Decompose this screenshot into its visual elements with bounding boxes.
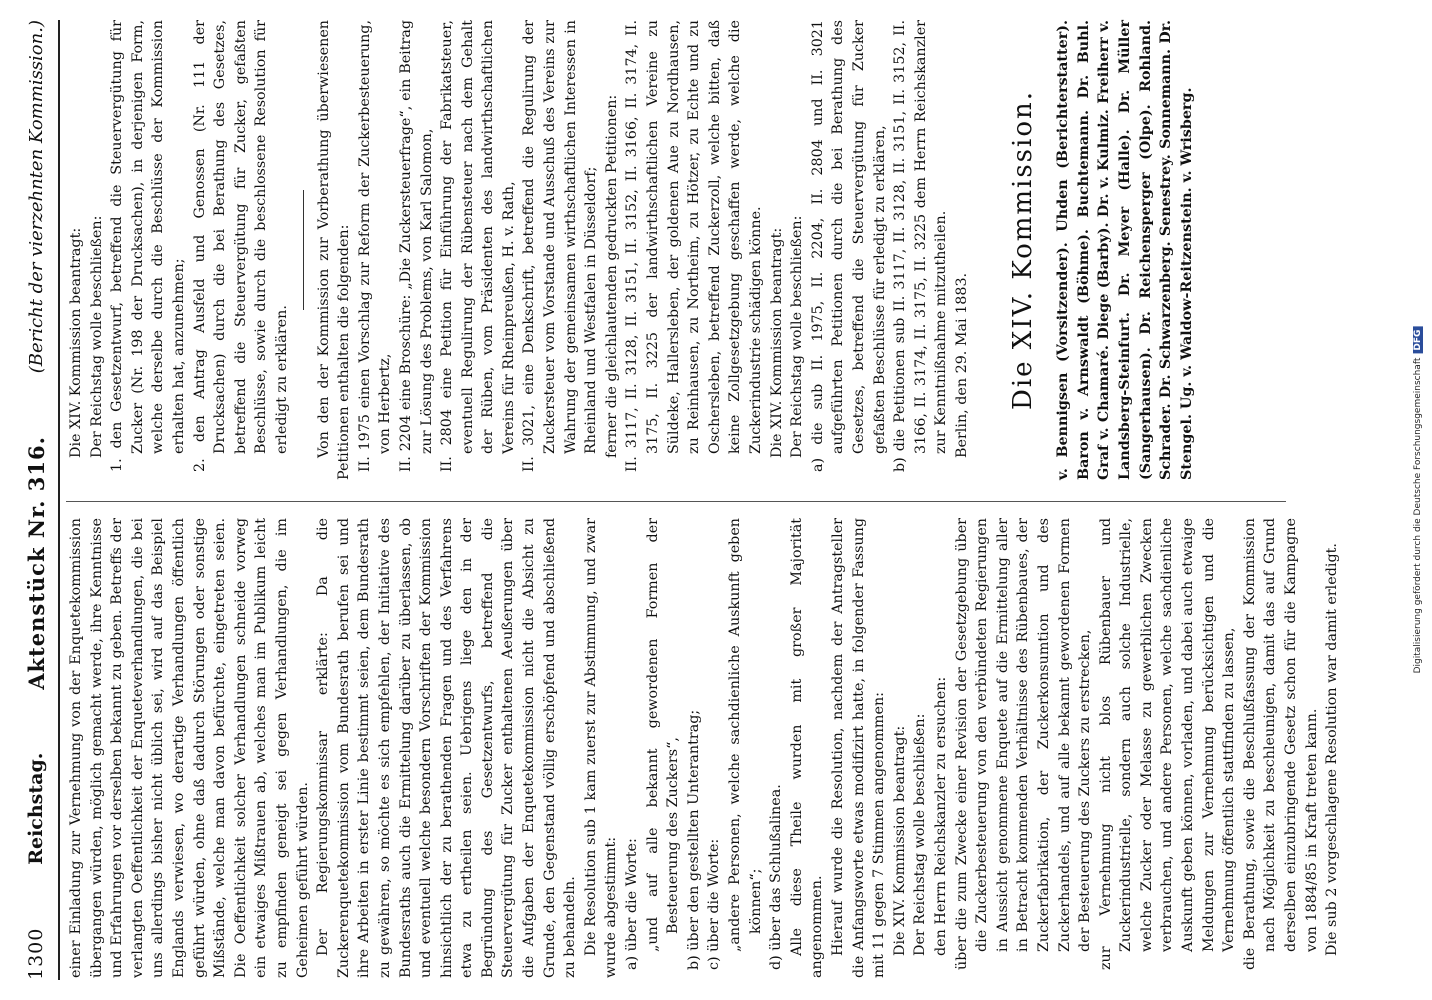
paragraph: II. 1975 einen Vorschlag zur Reform der Zuckerbesteuerung, von Herbertz, [356, 20, 394, 472]
paragraph: c) über die Worte: [706, 838, 723, 970]
paragraph: Die Resolution sub 1 kam zuerst zur Abstimmung, und zwar wurde abgestimmt: [582, 518, 620, 978]
paragraph: II. 3117, II. 3128, II. 3151, II. 3152, II. 3166, II. 3174, II. 3175, II. 3225 der landwirthschaftlichen Vereine zu Süldeke, Hallersleben, der goldenen Aue zu Nordhausen, zu Reinhausen, zu Northeim, zu Hötzer, zu Echte und zu Oschersleben, betreffend Zuckerzoll, welche bitten, daß keine Zollgesetzgebung geschaffen werde, welche die Zuckerindustrie schädigen könne. [624, 20, 764, 472]
paragraph: II. 2204 eine Broschüre: „Die Zuckersteuerfrage“, ein Beitrag zur Lösung des Problems, von Karl Salomon, [397, 20, 435, 472]
page-number: 1300 [25, 927, 47, 980]
paragraph: Berlin, den 29. Mai 1883. [953, 272, 970, 458]
paragraph: a) die sub II. 1975, II. 2204, II. 2804 und II. 3021 aufgeführten Petitionen durch die bei Berathung des Gesetzes, betreffend die Steuervergütung für Zucker gefaßten Beschlüsse für erledigt zu erklären, [809, 20, 888, 472]
paragraph: Der Reichstag wolle beschließen: [88, 215, 105, 458]
paragraph: Die sub 2 vorgeschlagene Resolution war damit erledigt. [1324, 543, 1341, 956]
page-header [14, 20, 60, 980]
paragraph: einer Einladung zur Vernehmung von der Enquetekommission übergangen würden, möglich gemacht werde, ihre Kenntnisse und Erfahrungen vor derselben bekannt zu geben. Betreffs der verlangten Oeffentlichkeit der Enqueteverhandlungen, die bei uns allerdings bisher nicht üblich sei, wird auf das Beispiel Englands verwiesen, wo derartige Verhandlungen öffentlich geführt würden, ohne daß dadurch Störungen oder sonstige Mißstände, welche man davon befürchte, eingetreten seien. Die Oeffentlichkeit solcher Verhandlungen schneide vorweg ein etwaiges Mißtrauen ab, welches man im Publikum leicht zu empfinden geneigt sei gegen Verhandlungen, die im Geheimen geführt würden. [68, 518, 311, 978]
paragraph: zur Vernehmung nicht blos Rübenbauer und Zuckerindustrielle, sondern auch solche Industrielle, welche Zucker oder Melasse zu gewerblichen Zwecken verbrauchen, und andere Personen, welche sachdienliche Auskunft geben können, vorladen, und dabei auch etwaige Meldungen zur Vernehmung berücksichtigen und die Vernehmung öffentlich stattfinden zu lassen, [1097, 518, 1238, 970]
paragraph: Der Regierungskommissar erklärte: Da die Zuckerenquetekommission vom Bundesrath berufen sei und ihre Arbeiten in erster Linie bestimmt seien, dem Bundesrath zu gewähren, so möchte es sich empfehlen, der Initiative des Bundesraths auch die Ermittelung darüber zu überlassen, ob und eventuell welche besondern Vorschriften der Kommission hinsichtlich der zu berathenden Fragen und des Verfahrens etwa zu ertheilen seien. Uebrigens liege den in der Begründung des Gesetzentwurfs, betreffend die Steuervergütung für Zucker enthaltenen Aeußerungen über die Aufgaben der Enquetekommission nicht die Absicht zu Grunde, den Gegenstand völlig erschöpfend und abschließend zu behandeln. [315, 518, 579, 978]
paragraph: ferner die gleichlautenden gedruckten Petitionen: [603, 94, 620, 458]
paragraph: 1. den Gesetzentwurf, betreffend die Steuervergütung für Zucker (Nr. 198 der Drucksachen), in derjenigen Form, welche derselbe durch die Beschlüsse der Kommission erhalten hat, anzunehmen; [109, 20, 187, 472]
paragraph: „andere Personen, welche sachdienliche Auskunft geben können“; [727, 518, 764, 952]
column-divider [66, 501, 1286, 502]
commission-title: Die XIV. Kommission. [1007, 89, 1038, 411]
commission-members: v. Bennigsen (Vorsitzender). Uhden (Berichterstatter). Baron v. Arnswaldt (Böhme). Buchtemann. Dr. Buhl. Graf v. Chamaré. Diege (Barby). Dr. v. Kulmiz. Freiherr v. Landsberg-Steinfurt. Dr. Meyer (Halle). Dr. Müller (Sangerhausen). Dr. Reichensperger (Olpe). Rohland. Schrader. Dr. Schwarzenberg. Senestrey. Sonnemann. Dr. Stengel. Ug. v. Waldow-Reitzenstein. v. Wrisberg. [1055, 20, 1195, 480]
paragraph: Von den der Kommission zur Vorberathung überwiesenen Petitionen enthalten die folgenden: [315, 20, 353, 480]
digitization-note-text: Digitalisierung gefördert durch die Deutsche Forschungsgemeinschaft [1413, 357, 1423, 674]
paragraph: Alle diese Theile wurden mit großer Majorität angenommen. [788, 518, 826, 978]
paragraph: 2. den Antrag Ausfeld und Genossen (Nr. 111 der Drucksachen) durch die bei Berathung des Gesetzes, betreffend die Steuervergütung für Zucker, gefaßten Beschlüsse, sowie durch die beschlossene Resolution für erledigt zu erklären. [191, 20, 290, 472]
paragraph: Der Reichstag wolle beschließen: [912, 713, 929, 956]
paragraph: d) über das Schlußalinea. [768, 784, 785, 970]
paragraph: „und auf alle bekannt gewordenen Formen der Besteuerung des Zuckers“, [644, 518, 682, 952]
paragraph: Die XIV. Kommission beantragt: [891, 725, 908, 956]
digitization-note [1413, 327, 1423, 674]
paragraph: die Berathung, sowie die Beschlußfassung der Kommission nach Möglichkeit zu beschleunigen, damit das auf Grund derselben einzubringende Gesetz schon für die Kampagne von 1884/85 in Kraft treten kann. [1241, 518, 1320, 970]
header-center: Aktenstück Nr. 316. [23, 436, 49, 690]
paragraph: Die XIV. Kommission beantragt: [68, 227, 84, 458]
header-right: (Bericht der vierzehnten Kommission.) [25, 20, 47, 374]
section-rule [303, 190, 304, 310]
paragraph: II. 2804 eine Petition für Einführung der Fabrikatsteuer, eventuell Regulirung der Rübensteuer nach dem Gehalt der Rüben, vom Präsidenten des landwirthschaftlichen Vereins für Rheinpreußen, H. v. Rath, [439, 20, 517, 472]
paragraph: über die zum Zwecke einer Revision der Gesetzgebung über die Zuckerbesteuerung von den verbündeten Regierungen in Aussicht genommene Enquete auf die Ermittelung aller in Betracht kommenden Verhältnisse des Rübenbaues, der Zuckerfabrikation, der Zuckerkonsumtion und des Zuckerhandels, und auf alle bekannt gewordenen Formen der Besteuerung des Zuckers zu erstrecken, [953, 518, 1094, 970]
right-column [66, 20, 1197, 480]
paragraph: Hierauf wurde die Resolution, nachdem der Antragsteller die Anfangsworte etwas modifizirt hatte, in folgender Fassung mit 11 gegen 7 Stimmen angenommen: [829, 518, 888, 978]
header-left: Reichstag. [25, 752, 47, 865]
paragraph: Der Reichstag wolle beschließen: [789, 215, 806, 458]
paragraph: a) über die Worte: [624, 838, 641, 970]
paragraph: II. 3021, eine Denkschrift, betreffend die Regulirung der Zuckersteuer vom Vorstande und Ausschuß des Vereins zur Wahrung der gemeinsamen wirthschaftlichen Interessen in Rheinland und Westfalen in Düsseldorf; [521, 20, 600, 472]
paragraph: b) über den gestellten Unterantrag; [685, 709, 702, 970]
left-column [66, 518, 1343, 978]
paragraph: den Herrn Reichskanzler zu ersuchen: [932, 676, 949, 956]
dfg-logo: DFG [1413, 327, 1423, 354]
paragraph: Die XIV. Kommission beantragt: [768, 227, 785, 458]
right-column-paragraphs [66, 20, 973, 480]
paragraph: b) die Petitionen sub II. 3117, II. 3128, II. 3151, II. 3152, II. 3166, II. 3174, II. 3175, II. 3225 dem Herrn Reichskanzler zur Kenntnißnahme mitzutheilen. [892, 20, 950, 472]
